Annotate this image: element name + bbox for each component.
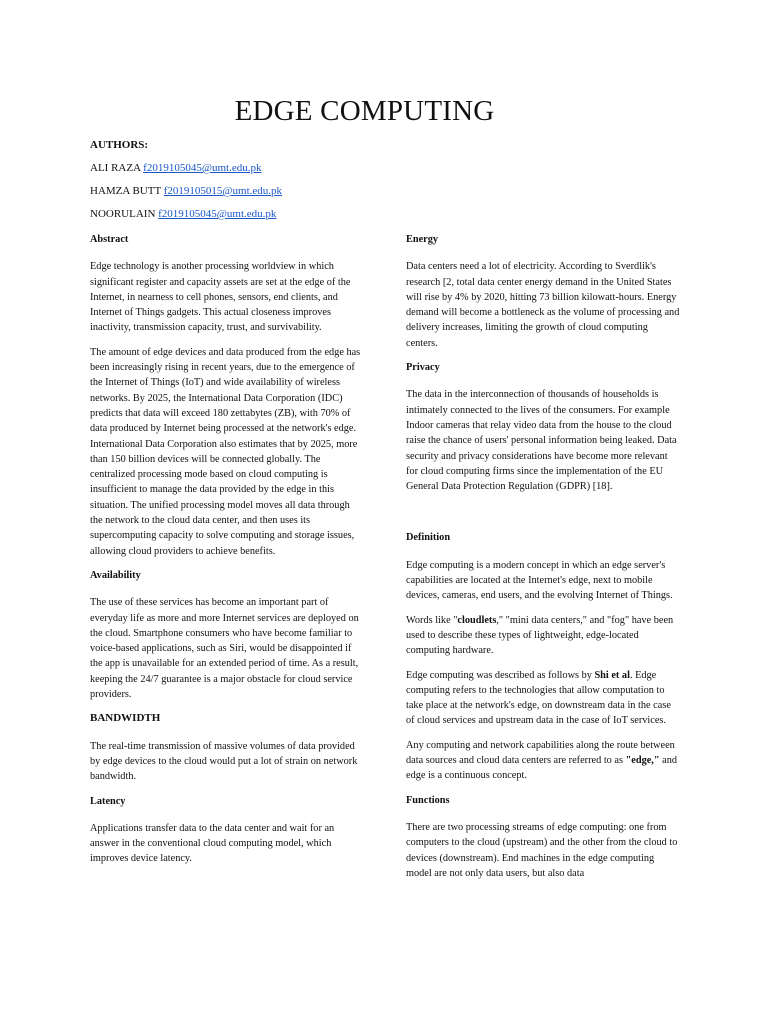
definition-heading: Definition (406, 532, 451, 544)
author-email-link[interactable]: f2019105045@umt.edu.pk (158, 208, 277, 220)
definition-paragraph-3: Edge computing was described as follows by Shi et al. Edge computing refers to the technologies that allow computation to take place at the network's edge, on downstream data in the case of cloud services and upstream data in the case of IoT services. (406, 669, 671, 727)
definition-paragraph-2: Words like "cloudlets," "mini data centers," and "fog" have been used to describe these types of lightweight, edge-located computing hardware. (406, 614, 674, 657)
author-email-link[interactable]: f2019105045@umt.edu.pk (143, 162, 262, 174)
abstract-paragraph-1: Edge technology is another processing worldview in which significant register and capacity assets are set at the edge of the Internet, in nearness to cell phones, sensors, end clients, and Internet of Things gadgets. This actual closeness improves inactivity, transmission capacity, trust, and survivability. (90, 261, 351, 334)
latency-paragraph: Applications transfer data to the data center and wait for an answer in the conventional cloud computing model, which improves device latency. (90, 822, 335, 865)
author-email-link[interactable]: f2019105015@umt.edu.pk (163, 185, 283, 197)
functions-paragraph: There are two processing streams of edge computing: one from computers to the cloud (upstream) and the other from the cloud to devices (downstream). End machines in the edge computing model are not only data users, but also data (406, 821, 678, 879)
bandwidth-paragraph: The real-time transmission of massive volumes of data provided by edge devices to the cloud would put a lot of strain on network bandwidth. (90, 740, 358, 783)
privacy-heading: Privacy (406, 362, 440, 374)
latency-heading: Latency (90, 795, 126, 807)
authors-block (90, 139, 410, 223)
definition-paragraph-4: Any computing and network capabilities along the route between data sources and cloud data centers are referred to as "edge," and edge is a continuous concept. (406, 739, 678, 782)
author-line (90, 162, 410, 177)
right-column (406, 232, 682, 881)
term-edge: "edge," (625, 755, 660, 767)
privacy-paragraph: The data in the interconnection of thousands of households is intimately connected to the lives of the consumers. For example Indoor cameras that relay video data from the house to the cloud raise the chance of users' personal information being leaked. Data security and privacy considerations have become more relevant for cloud computing firms since the implementation of the EU General Data Protection Regulation (GDPR) [18]. (406, 389, 677, 493)
availability-heading: Availability (90, 569, 141, 581)
definition-paragraph-1: Edge computing is a modern concept in which an edge server's capabilities are located at the Internet's edge, next to mobile devices, cameras, end users, and the evolving Internet of Things. (406, 559, 673, 602)
term-cloudlets: cloudlets (457, 614, 497, 626)
bandwidth-heading: BANDWIDTH (90, 712, 161, 725)
paper-title: EDGE COMPUTING (234, 95, 495, 127)
author-line (90, 208, 410, 223)
energy-heading: Energy (406, 234, 439, 245)
author-line (90, 185, 410, 200)
citation-shi-et-al: Shi et al (594, 669, 630, 681)
author-name: NOORULAIN (90, 208, 156, 220)
author-name: HAMZA BUTT (90, 185, 161, 197)
authors-heading: AUTHORS: (90, 139, 149, 151)
left-column (90, 232, 364, 867)
functions-heading: Functions (406, 794, 450, 806)
abstract-heading: Abstract (90, 234, 129, 245)
energy-paragraph: Data centers need a lot of electricity. According to Sverdlik's research [2, total data center energy demand in the United States will rise by 4% by 2020, hitting 73 billion kilowatt-hours. Energy demand will become a bottleneck as the volume of processing and delivery increases, limiting the growth of cloud computing centers. (406, 261, 680, 349)
availability-paragraph: The use of these services has become an important part of everyday life as more and more Internet services are deployed on the cloud. Smartphone consumers who have become familiar to voice-based applications, such as Siri, would be disappointed if the app is unavailable for an extended period of time. As a result, keeping the 24/7 guarantee is a major obstacle for cloud service providers. (90, 597, 359, 701)
abstract-paragraph-2: The amount of edge devices and data produced from the edge has been increasingly rising in recent years, due to the emergence of the Internet of Things (IoT) and wide availability of wireless networks. By 2025, the International Data Corporation (IDC) predicts that data will exceed 180 zettabytes (ZB), with 70% of data produced by Internet being processed at the network's edge. International Data Corporation also estimates that by 2025, more than 150 billion devices will be connected globally. The centralized processing mode based on cloud computing is insufficient to manage the data provided by the edge in this situation. The unified processing model moves all data through the network to the cloud data center, and then uses its supercomputing capacity to solve computing and storage issues, allowing cloud providers to achieve benefits. (90, 346, 361, 557)
author-name: ALI RAZA (90, 162, 141, 174)
